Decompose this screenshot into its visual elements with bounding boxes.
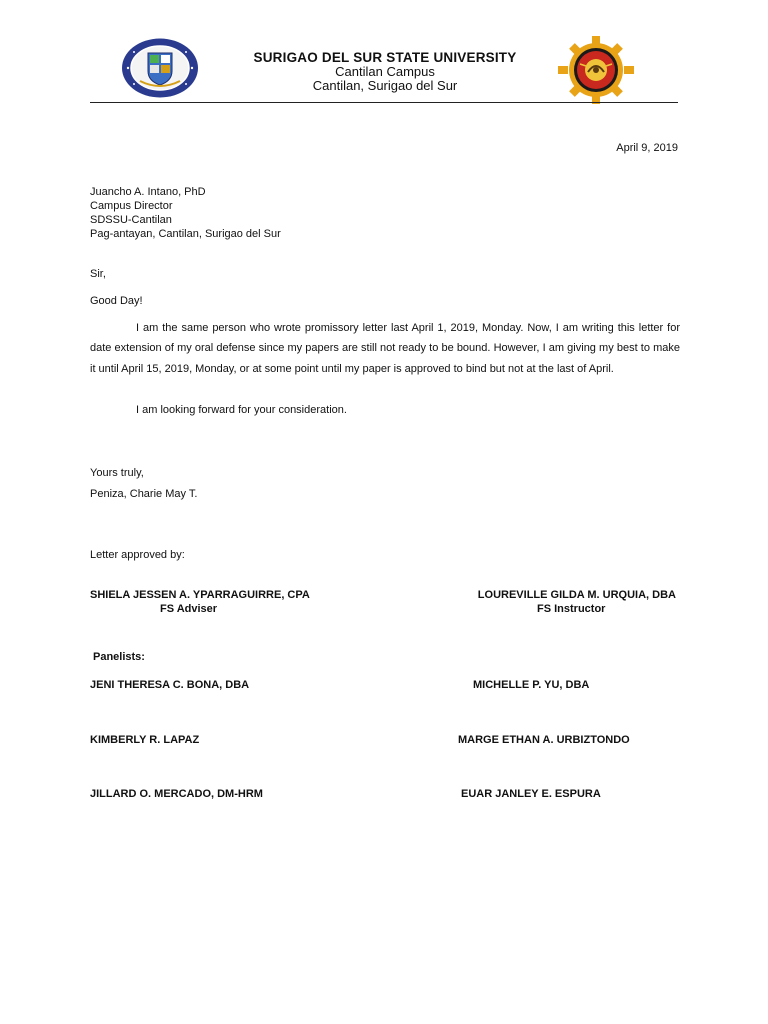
body-paragraph-2-text: I am looking forward for your consideration. (136, 404, 347, 416)
approver-2-name: LOUREVILLE GILDA M. URQUIA, DBA (477, 589, 676, 601)
approved-label: Letter approved by: (90, 549, 185, 561)
closing: Yours truly, (90, 467, 144, 479)
header-divider (90, 102, 678, 103)
body-paragraph-2 (90, 400, 680, 420)
panelist-2: MICHELLE P. YU, DBA (473, 679, 590, 691)
salutation: Sir, (90, 268, 106, 280)
greeting: Good Day! (90, 295, 143, 307)
university-name: SURIGAO DEL SUR STATE UNIVERSITY (253, 50, 517, 65)
panelist-6: EUAR JANLEY E. ESPURA (461, 788, 601, 800)
body-paragraph-1 (90, 318, 680, 379)
recipient-title: Campus Director (90, 200, 173, 212)
sender-name: Peniza, Charie May T. (90, 488, 198, 500)
panelists-label: Panelists: (93, 651, 145, 663)
panelist-1: JENI THERESA C. BONA, DBA (90, 679, 250, 691)
university-seal-icon (120, 37, 200, 99)
campus-address: Cantilan, Surigao del Sur (312, 78, 458, 93)
panelist-5: JILLARD O. MERCADO, DM-HRM (90, 788, 263, 800)
approver-1-name: SHIELA JESSEN A. YPARRAGUIRRE, CPA (90, 589, 310, 601)
recipient-address: Pag-antayan, Cantilan, Surigao del Sur (90, 228, 281, 240)
approver-1-role: FS Adviser (160, 603, 218, 615)
panelist-4: MARGE ETHAN A. URBIZTONDO (458, 734, 630, 746)
campus-name: Cantilan Campus (335, 64, 435, 79)
campus-gear-seal-icon (557, 36, 635, 104)
letter-date: April 9, 2019 (616, 142, 678, 154)
body-paragraph-1-text: I am the same person who wrote promissory letter last April 1, 2019, Monday. Now, I am writing this letter for date extension of my oral defense since my papers are still not ready to be bound. However, I am giving my best to make it until April 15, 2019, Monday, or at some point until my paper is approved to bind but not at the last of April. (90, 322, 680, 375)
panelist-3: KIMBERLY R. LAPAZ (90, 734, 200, 746)
recipient-office: SDSSU-Cantilan (90, 214, 172, 226)
approver-2-role: FS Instructor (537, 603, 606, 615)
recipient-name: Juancho A. Intano, PhD (90, 186, 206, 198)
